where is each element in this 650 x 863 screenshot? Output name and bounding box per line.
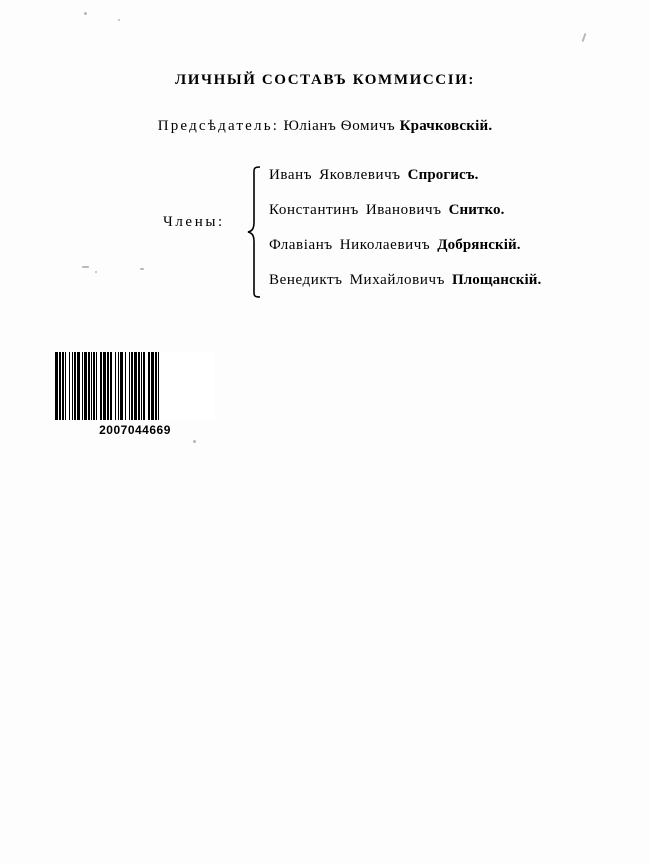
scan-speck: [95, 271, 97, 273]
scan-speck: [582, 33, 587, 42]
chairman-line: [0, 118, 650, 135]
curly-brace-icon: [247, 166, 261, 298]
member-first-name: Флавіанъ: [269, 237, 333, 253]
member-patronymic: Ивановичъ: [365, 202, 442, 218]
member-patronymic: Николаевичъ: [339, 237, 431, 253]
member-patronymic: Яковлевичъ: [319, 167, 401, 183]
barcode-bars: [55, 352, 215, 420]
list-item: [269, 193, 541, 228]
scan-speck: [118, 19, 120, 21]
scan-speck: [82, 266, 89, 268]
list-item: [269, 263, 541, 298]
member-surname: Спрогисъ.: [407, 167, 479, 183]
page-title: ЛИЧНЫЙ СОСТАВЪ КОММИССІИ:: [174, 72, 476, 88]
member-first-name: Иванъ: [269, 167, 313, 183]
scan-speck: [193, 440, 196, 443]
list-item: [269, 228, 541, 263]
barcode: [55, 352, 215, 437]
barcode-bar: [159, 352, 162, 420]
member-first-name: Константинъ: [269, 202, 359, 218]
scan-speck: [140, 268, 144, 270]
chairman-label: Предсѣдатель:: [157, 118, 280, 134]
list-item: [269, 158, 541, 193]
chairman-name: Юліанъ Ѳомичъ: [283, 118, 396, 134]
members-list: [269, 158, 541, 298]
member-patronymic: Михайловичъ: [349, 272, 445, 288]
members-label: Члены:: [163, 214, 225, 230]
scan-speck: [84, 12, 87, 15]
member-surname: Добрянскій.: [437, 237, 521, 253]
chairman-surname: Крачковскій.: [399, 118, 493, 134]
barcode-number: 2007044669: [99, 423, 171, 437]
member-surname: Снитко.: [448, 202, 505, 218]
member-surname: Площанскій.: [451, 272, 542, 288]
member-first-name: Венедиктъ: [269, 272, 343, 288]
